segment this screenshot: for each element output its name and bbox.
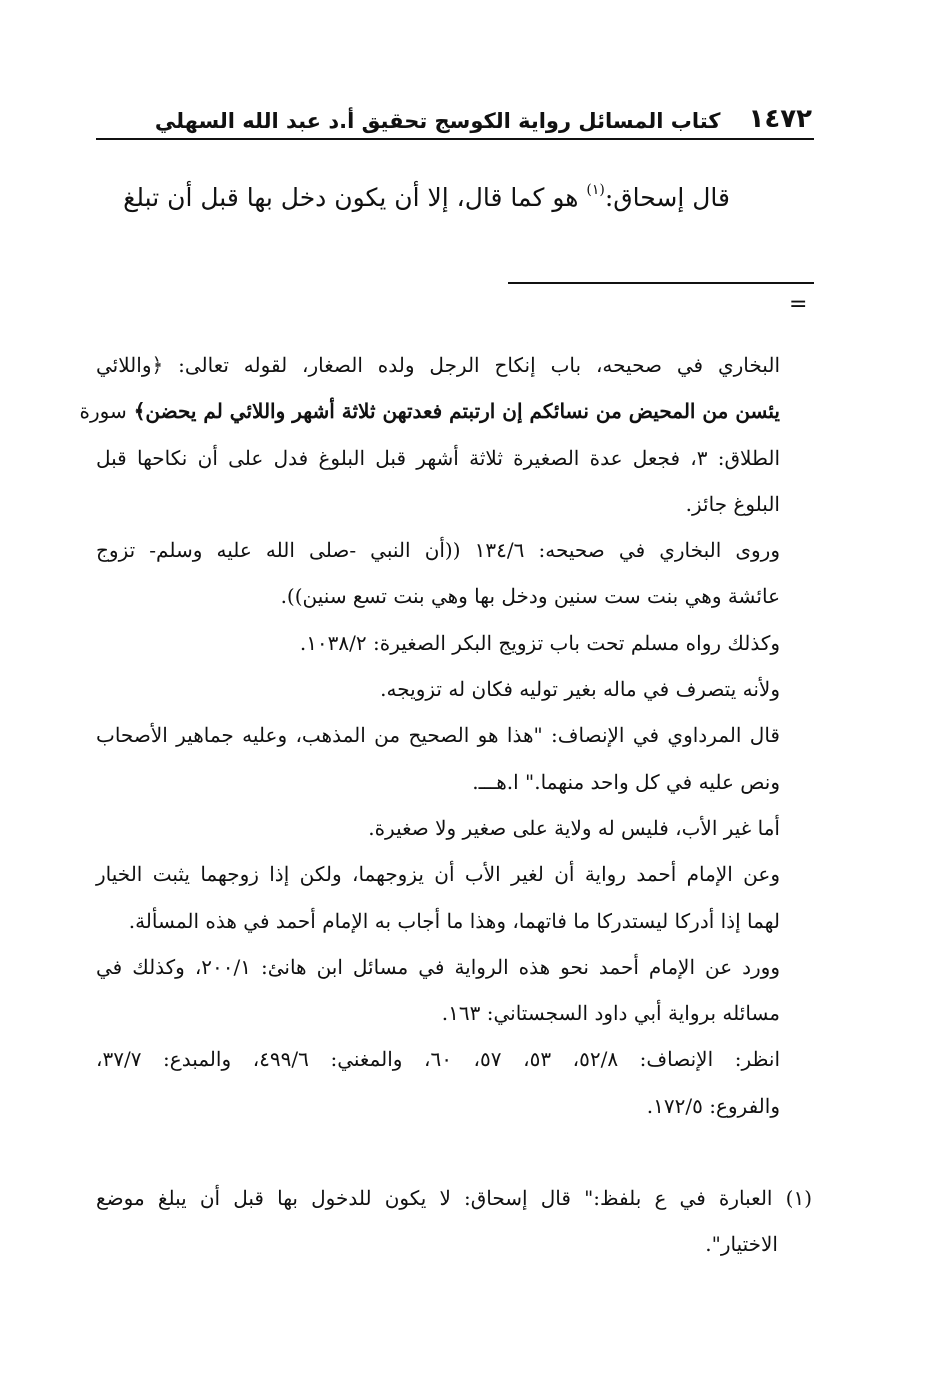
footnote-line: وكذلك رواه مسلم تحت باب تزويج البكر الصغيرة: ١٠٣٨/٢. (299, 630, 780, 655)
footnote-1-line (96, 1175, 812, 1221)
footnote-line: وعن الإمام أحمد رواية أن لغير الأب أن يزوجهما، ولكن إذا زوجهما يثبت الخيار (96, 862, 780, 887)
footnote-line (79, 388, 780, 434)
footnote-1-marker: (١) (785, 1186, 812, 1210)
footnote-line: البخاري في صحيحه، باب إنكاح الرجل ولده الصغار، لقوله تعالى: ﴿واللائي (96, 353, 780, 377)
footnote-line: والفروع: ١٧٢/٥. (646, 1093, 780, 1118)
continuation-mark: = (789, 292, 808, 317)
page-number: ١٤٧٢ (748, 104, 812, 134)
footnote-line: انظر: الإنصاف: ٥٢/٨، ٥٣، ٥٧، ٦٠، والمغني: ٤٩٩/٦، والمبدع: ٣٧/٧، (96, 1047, 781, 1072)
page-header (96, 96, 812, 132)
footnote-ref: (١) (586, 182, 605, 198)
quran-verse: يئسن من المحيض من نسائكم إن ارتبتم فعدتهن ثلاثة أشهر واللائي لم يحضن﴾ (133, 399, 780, 424)
footnote-1-line: الاختيار". (705, 1232, 778, 1256)
footnote-continuation (79, 342, 781, 1129)
footnote-separator (508, 282, 814, 284)
footnote-line: عائشة وهي بنت ست سنين ودخل بها وهي بنت تسع سنين)). (280, 584, 780, 609)
footnote-line: لهما إذا أدركا ليستدركا ما فاتهما، وهذا ما أجاب به الإمام أحمد في هذه المسألة. (128, 908, 780, 933)
footnote-1-text: العبارة في ع بلفظ:" قال إسحاق: لا يكون للدخول بها قبل أن يبلغ موضع (96, 1186, 786, 1210)
footnote-line: ولأنه يتصرف في ماله بغير توليه فكان له تزويجه. (380, 677, 780, 702)
footnote-line: وورد عن الإمام أحمد نحو هذه الرواية في مسائل ابن هانئ: ٢٠٠/١، وكذلك في (96, 954, 781, 979)
footnote-line: أما غير الأب، فليس له ولاية على صغير ولا صغيرة. (368, 815, 780, 840)
main-text-start: قال إسحاق: (604, 183, 730, 212)
running-title: كتاب المسائل رواية الكوسج تحقيق أ.د عبد الله السهلي (154, 109, 721, 133)
footnote-line: قال المرداوي في الإنصاف: "هذا هو الصحيح من المذهب، وعليه جماهير الأصحاب (96, 723, 780, 748)
footnote-line: وروى البخاري في صحيحه: ١٣٤/٦ ((أن النبي -صلى الله عليه وسلم- تزوج (96, 538, 780, 563)
footnote-word: سورة (79, 399, 127, 424)
header-rule (96, 138, 814, 140)
main-text (96, 176, 730, 220)
main-text-rest: هو كما قال، إلا أن يكون دخل بها قبل أن تبلغ (123, 183, 587, 212)
footnote-line: مسائله برواية أبي داود السجستاني: ١٦٣. (441, 1001, 780, 1026)
footnote-1 (96, 1175, 812, 1267)
footnote-line: البلوغ جائز. (685, 491, 780, 516)
footnote-line: ونص عليه في كل واحد منهما." ا.هـــ. (472, 769, 780, 794)
footnote-line: الطلاق: ٣، فجعل عدة الصغيرة ثلاثة أشهر قبل البلوغ فدل على أن نكاحها قبل (96, 445, 781, 470)
